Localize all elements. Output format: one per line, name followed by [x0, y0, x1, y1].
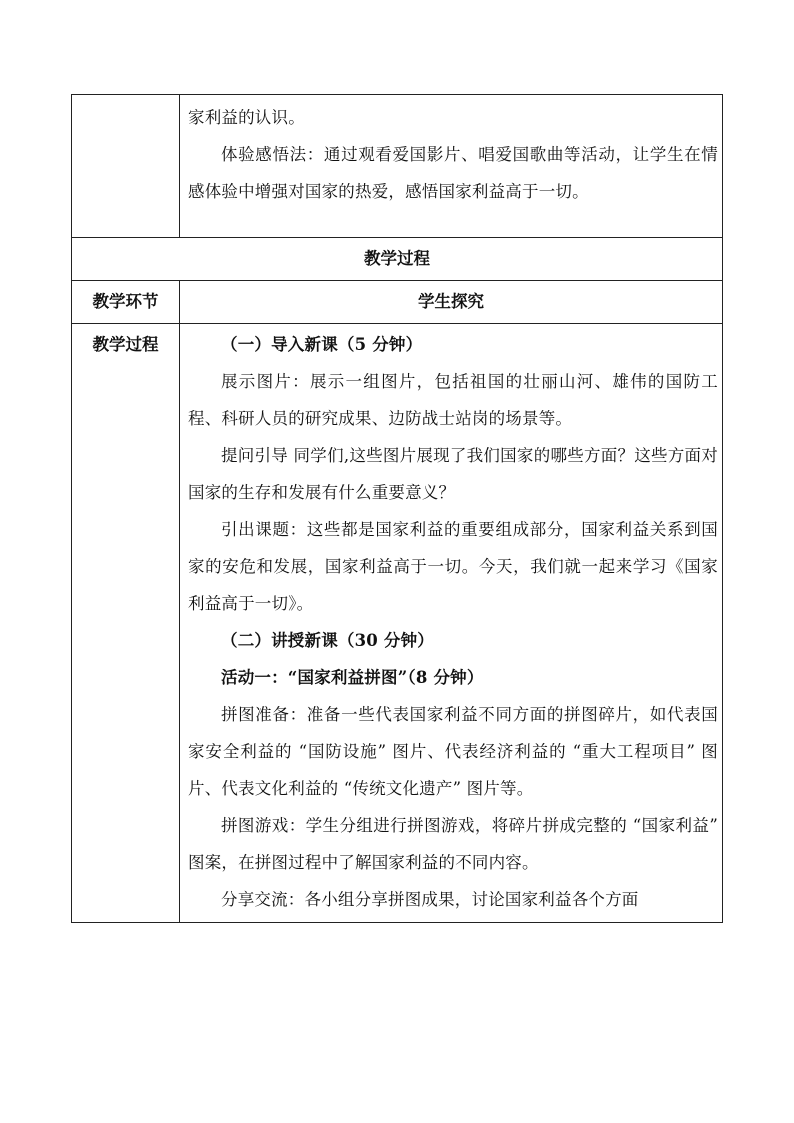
table-cell — [72, 95, 180, 238]
paragraph: 体验感悟法：通过观看爱国影片、唱爱国歌曲等活动，让学生在情感体验中增强对国家的热爱，感悟国家利益高于一切。 — [188, 145, 718, 201]
section-header-row — [72, 238, 723, 281]
intro-heading: （一）导入新课（5 分钟） — [221, 335, 423, 354]
lecture-heading: （二）讲授新课（30 分钟） — [221, 631, 435, 650]
section-title: 教学过程 — [72, 238, 723, 281]
method-description-cell — [180, 95, 723, 238]
paragraph: 引出课题：这些都是国家利益的重要组成部分，国家利益关系到国家的安危和发展，国家利益高于一切。今天，我们就一起来学习《国家利益高于一切》。 — [188, 520, 718, 613]
paragraph: 提问引导 同学们,这些图片展现了我们国家的哪些方面？这些方面对国家的生存和发展有什么重要意义？ — [188, 446, 718, 502]
paragraph: 拼图游戏：学生分组进行拼图游戏，将碎片拼成完整的 “国家利益” 图案，在拼图过程中了解国家利益的不同内容。 — [188, 816, 718, 872]
column-header-inquiry: 学生探究 — [180, 281, 723, 324]
paragraph: 分享交流：各小组分享拼图成果，讨论国家利益各个方面 — [221, 890, 639, 909]
table-row — [72, 324, 723, 923]
activity-heading: 活动一：“国家利益拼图”（8 分钟） — [221, 668, 484, 687]
column-header-row — [72, 281, 723, 324]
paragraph: 展示图片：展示一组图片，包括祖国的壮丽山河、雄伟的国防工程、科研人员的研究成果、边防战士站岗的场景等。 — [188, 372, 718, 428]
paragraph: 家利益的认识。 — [188, 108, 305, 127]
inquiry-content-cell — [180, 324, 723, 923]
stage-label: 教学过程 — [72, 324, 180, 923]
paragraph: 拼图准备：准备一些代表国家利益不同方面的拼图碎片，如代表国家安全利益的 “国防设施” 图片、代表经济利益的 “重大工程项目” 图片、代表文化利益的 “传统文化遗产” 图片等。 — [188, 705, 718, 798]
lesson-plan-table — [71, 94, 723, 923]
column-header-stage: 教学环节 — [72, 281, 180, 324]
table-row — [72, 95, 723, 238]
